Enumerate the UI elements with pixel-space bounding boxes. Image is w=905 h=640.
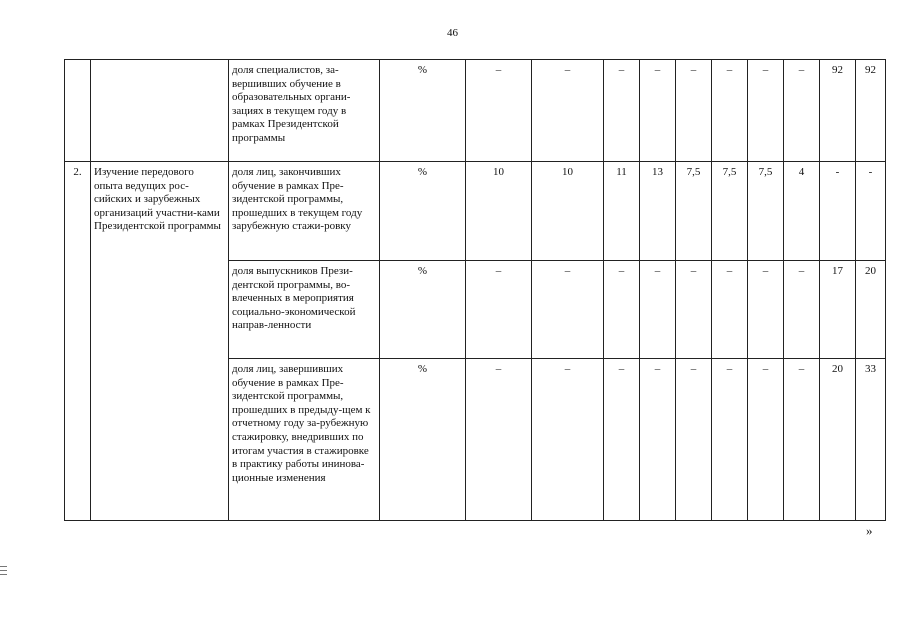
table-row xyxy=(65,60,886,162)
value-cell: 7,5 xyxy=(676,162,712,261)
value-cell: – xyxy=(604,261,640,359)
indicator-cell: доля специалистов, за-вершивших обучение в образовательных органи-зациях в текущем году в рамках Президентской программы xyxy=(229,60,380,162)
value-cell: – xyxy=(532,60,604,162)
value-cell: – xyxy=(640,359,676,521)
table-row xyxy=(65,162,886,261)
value-cell: – xyxy=(532,359,604,521)
unit-cell: % xyxy=(380,60,466,162)
value-cell: 11 xyxy=(604,162,640,261)
value-cell: – xyxy=(676,60,712,162)
value-cell: 33 xyxy=(856,359,886,521)
value-cell: – xyxy=(466,261,532,359)
unit-cell: % xyxy=(380,261,466,359)
value-cell: 92 xyxy=(856,60,886,162)
value-cell: 7,5 xyxy=(748,162,784,261)
unit-cell: % xyxy=(380,359,466,521)
value-cell: 7,5 xyxy=(712,162,748,261)
value-cell: – xyxy=(748,359,784,521)
indicator-cell: доля выпускников Прези-дентской программы, во-влеченных в мероприятия социально-экономической направ-ленности xyxy=(229,261,380,359)
indicators-table xyxy=(64,59,886,521)
value-cell: – xyxy=(640,60,676,162)
unit-cell: % xyxy=(380,162,466,261)
value-cell: – xyxy=(640,261,676,359)
value-cell: - xyxy=(856,162,886,261)
value-cell: – xyxy=(532,261,604,359)
indicator-cell: доля лиц, завершивших обучение в рамках Пре-зидентской программы, прошедших в предыду-щем к отчетному году за-рубежную стажировку, внедривших по итогам участия в стажировке в практику работы ининова-ционные изменения xyxy=(229,359,380,521)
value-cell: 10 xyxy=(532,162,604,261)
value-cell: – xyxy=(784,261,820,359)
row-number-cell xyxy=(65,60,91,162)
page-number: 46 xyxy=(447,27,458,39)
value-cell: 17 xyxy=(820,261,856,359)
indicator-cell: доля лиц, закончивших обучение в рамках Пре-зидентской программы, прошедших в текущем году зарубежную стажи-ровку xyxy=(229,162,380,261)
value-cell: – xyxy=(676,359,712,521)
value-cell: – xyxy=(604,359,640,521)
value-cell: 92 xyxy=(820,60,856,162)
value-cell: – xyxy=(466,359,532,521)
margin-scan-mark xyxy=(0,566,7,578)
value-cell: – xyxy=(748,261,784,359)
value-cell: 10 xyxy=(466,162,532,261)
value-cell: – xyxy=(712,60,748,162)
value-cell: – xyxy=(748,60,784,162)
task-cell xyxy=(91,60,229,162)
value-cell: - xyxy=(820,162,856,261)
value-cell: – xyxy=(784,60,820,162)
value-cell: – xyxy=(604,60,640,162)
row-number-cell: 2. xyxy=(65,162,91,521)
value-cell: – xyxy=(676,261,712,359)
task-cell: Изучение передового опыта ведущих рос-сийских и зарубежных организаций участни-ками Президентской программы xyxy=(91,162,229,521)
value-cell: – xyxy=(466,60,532,162)
value-cell: – xyxy=(712,261,748,359)
value-cell: 4 xyxy=(784,162,820,261)
value-cell: 20 xyxy=(856,261,886,359)
value-cell: 20 xyxy=(820,359,856,521)
value-cell: – xyxy=(784,359,820,521)
value-cell: – xyxy=(712,359,748,521)
closing-quote-mark: » xyxy=(866,523,873,538)
value-cell: 13 xyxy=(640,162,676,261)
